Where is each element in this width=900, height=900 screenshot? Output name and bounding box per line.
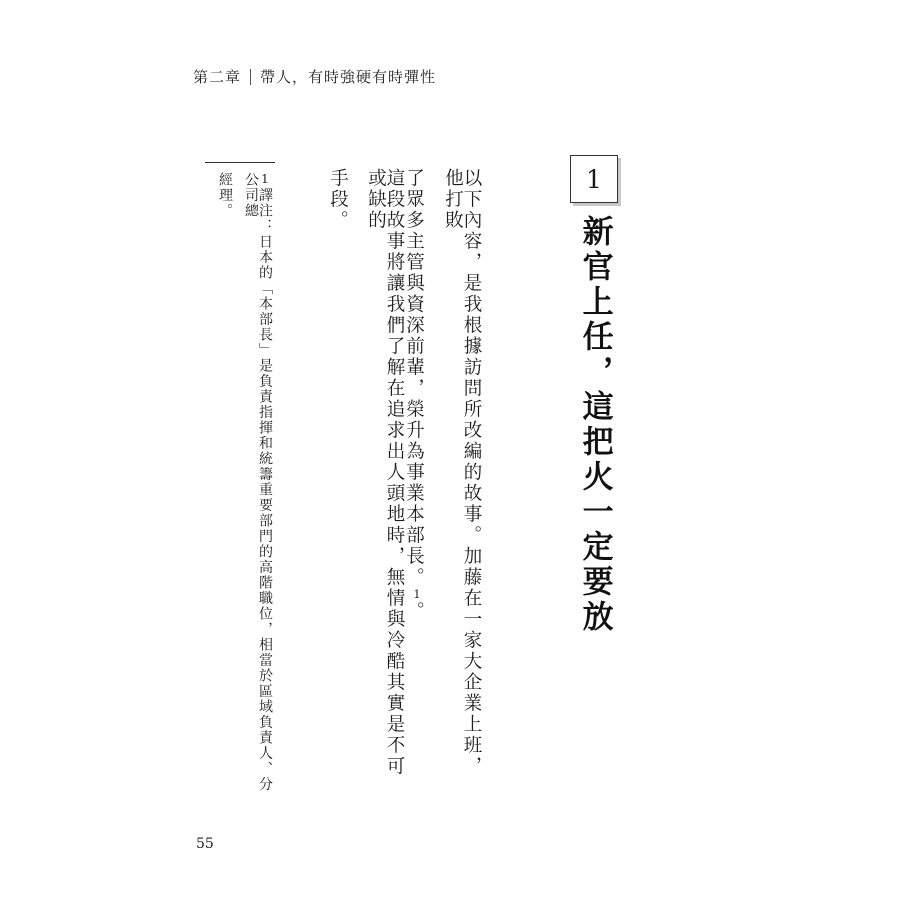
running-head-chapter-title: 帶人，有時強硬有時彈性: [260, 68, 437, 86]
body-column-3: [366, 168, 403, 778]
footnote-block: [205, 162, 275, 802]
footnote-column-1-text: 譯注：日本的「本部長」是負責指揮和統籌重要部門的高階職位，相當於區域負責人、分公司總: [243, 172, 273, 792]
body-column-1-text: 以下內容，是我根據訪問所改編的故事。加藤在一家大企業上班，他打敗: [442, 168, 482, 777]
footnote-marker: 1: [258, 172, 272, 188]
footnote-column-2-text: 經理。: [217, 172, 233, 219]
body-column-4-text: 手段。: [327, 168, 349, 231]
footnote-column-2: [218, 172, 232, 802]
section-title: 新官上任，這把火一定要放: [576, 215, 613, 635]
footnote-divider: [205, 162, 275, 163]
footnote-column-1: [244, 172, 272, 802]
body-column-1: [443, 168, 480, 778]
page-number: 55: [196, 836, 214, 852]
body-column-2: 了眾多主管與資深前輩，榮升為事業本部長。$^1$。: [403, 168, 425, 622]
body-column-2-text: 了眾多主管與資深前輩，榮升為事業本部長。: [403, 168, 425, 588]
section-number-badge: 1: [570, 155, 618, 203]
footnote-reference: 1: [410, 588, 424, 601]
section-heading: [563, 155, 625, 635]
body-column-4: [328, 168, 347, 778]
body-column-3-text: 這段故事將讓我們了解在追求出人頭地時，無情與冷酷其實是不可或缺的: [365, 168, 405, 777]
running-head-chapter-number: 第二章: [193, 68, 242, 86]
